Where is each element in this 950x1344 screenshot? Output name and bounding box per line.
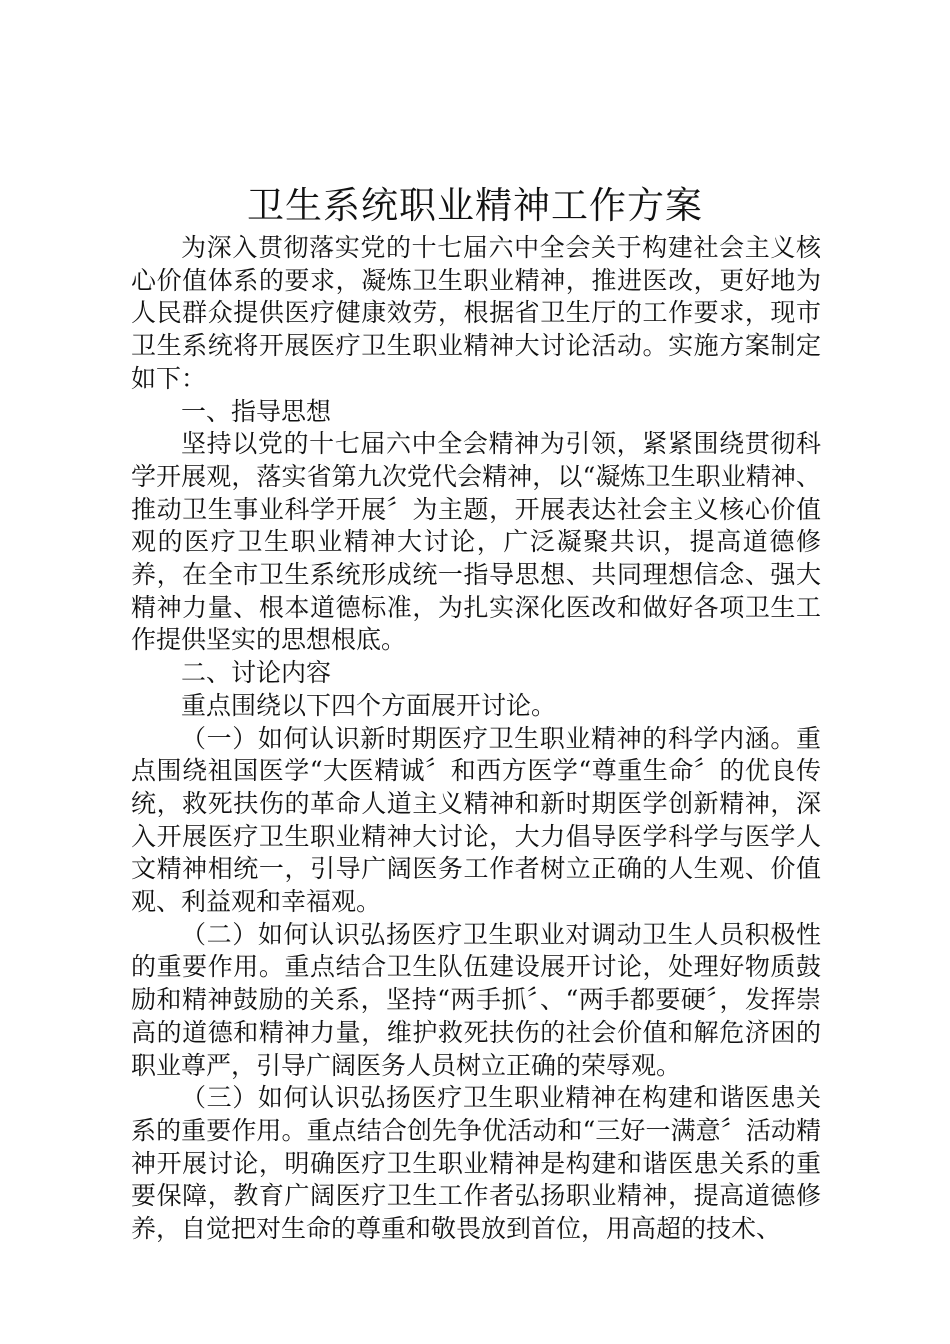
discussion-item-2-paragraph: （二）如何认识弘扬医疗卫生职业对调动卫生人员积极性的重要作用。重点结合卫生队伍建设展开讨论，处理好物质鼓励和精神鼓励的关系，坚持“两手抓〞、“两手都要硬〞，发挥崇高的道德和精神力量，维护救死扶伤的社会价值和解危济困的职业尊严，引导广阔医务人员树立正确的荣辱观。: [131, 919, 821, 1080]
discussion-item-1-paragraph: （一）如何认识新时期医疗卫生职业精神的科学内涵。重点围绕祖国医学“大医精诚〞和西方医学“尊重生命〞的优良传统，救死扶伤的革命人道主义精神和新时期医学创新精神，深入开展医疗卫生职业精神大讨论，大力倡导医学科学与医学人文精神相统一，引导广阔医务工作者树立正确的人生观、价值观、利益观和幸福观。: [131, 723, 821, 917]
discussion-item-3-paragraph: （三）如何认识弘扬医疗卫生职业精神在构建和谐医患关系的重要作用。重点结合创先争优活动和“三好一满意〞活动精神开展讨论，明确医疗卫生职业精神是构建和谐医患关系的重要保障，教育广阔医疗卫生工作者弘扬职业精神，提高道德修养，自觉把对生命的尊重和敬畏放到首位，用高超的技术、: [131, 1083, 821, 1244]
section-heading-discussion-content: 二、讨论内容: [181, 658, 332, 688]
guiding-ideology-paragraph: 坚持以党的十七届六中全会精神为引领，紧紧围绕贯彻科学开展观，落实省第九次党代会精神，以“凝炼卫生职业精神、推动卫生事业科学开展〞为主题，开展表达社会主义核心价值观的医疗卫生职业精神大讨论，广泛凝聚共识，提高道德修养，在全市卫生系统形成统一指导思想、共同理想信念、强大精神力量、根本道德标准，为扎实深化医改和做好各项卫生工作提供坚实的思想根底。: [131, 429, 821, 655]
document-title: 卫生系统职业精神工作方案: [247, 184, 703, 227]
intro-paragraph: 为深入贯彻落实党的十七届六中全会关于构建社会主义核心价值体系的要求，凝炼卫生职业精神，推进医改，更好地为人民群众提供医疗健康效劳，根据省卫生厅的工作要求，现市卫生系统将开展医疗卫生职业精神大讨论活动。实施方案制定如下：: [131, 233, 821, 393]
discussion-intro-paragraph: 重点围绕以下四个方面展开讨论。: [181, 690, 557, 720]
section-heading-guiding-ideology: 一、指导思想: [181, 396, 332, 426]
document-body: [131, 232, 821, 1246]
